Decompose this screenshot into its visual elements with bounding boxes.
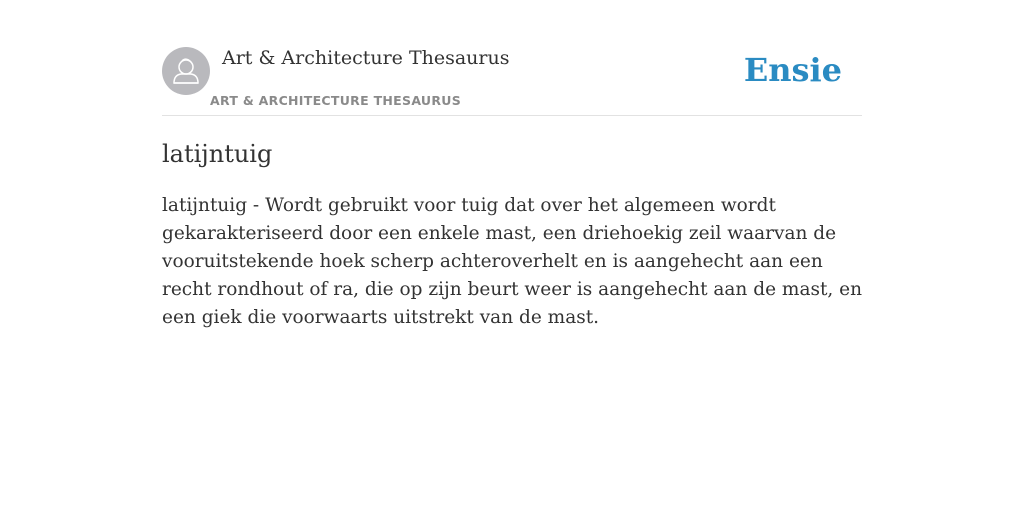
user-avatar-icon[interactable]	[162, 47, 210, 95]
entry-title: latijntuig	[162, 140, 273, 168]
source-name-link[interactable]: Art & Architecture Thesaurus	[222, 47, 510, 69]
source-subtitle: ART & ARCHITECTURE THESAURUS	[210, 93, 462, 108]
source-header	[162, 40, 862, 116]
entry-definition: latijntuig - Wordt gebruikt voor tuig dat over het algemeen wordt gekarakteriseerd door een enkele mast, een driehoekig zeil waarvan de vooruitstekende hoek scherp achteroverhelt en is aangehecht aan een recht rondhout of ra, die op zijn beurt weer is aangehecht aan de mast, en een giek die voorwaarts uitstrekt van de mast.	[162, 195, 863, 328]
brand-logo[interactable]: Ensie	[743, 51, 842, 89]
